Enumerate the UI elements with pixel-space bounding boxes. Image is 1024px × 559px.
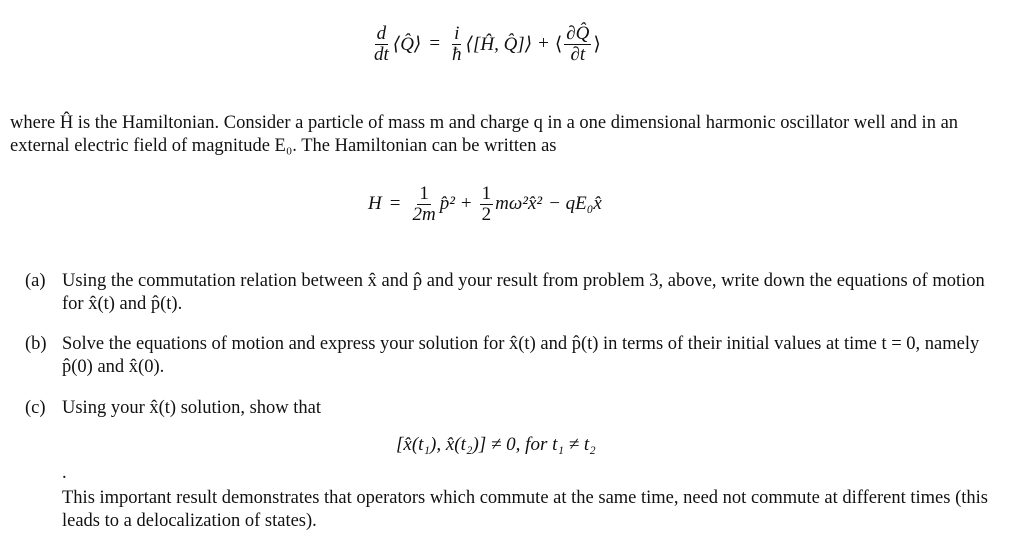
partial-q-numerator: ∂Q̂ [566, 23, 590, 44]
one-half-fraction [480, 184, 494, 225]
2m-denominator: 2m [412, 203, 436, 225]
i-over-hbar-fraction [450, 24, 464, 65]
expectation-q: ⟨Q̂⟩ [392, 33, 422, 55]
electric-field-term: − qE₀x̂ [548, 193, 602, 215]
equals-sign: = [389, 193, 401, 215]
one-over-2m-fraction [410, 184, 437, 225]
dt-denominator: dt [374, 43, 389, 65]
i-numerator: i [454, 23, 460, 44]
item-label: (b) [25, 334, 47, 354]
item-text: Using your x̂(t) solution, show that [62, 398, 321, 418]
one-numerator: 1 [481, 183, 492, 204]
one-numerator: 1 [419, 183, 429, 204]
momentum-squared: p̂² [439, 193, 455, 215]
item-b [25, 333, 1010, 379]
hbar-denominator: ħ [452, 43, 462, 65]
item-label: (c) [25, 398, 46, 418]
intro-paragraph: where Ĥ is the Hamiltonian. Consider a particle of mass m and charge q in a one dimensional harmonic oscillator well and in an external electric field of magnitude E₀. The Hamiltonian can be written as [10, 113, 959, 156]
item-a [25, 270, 1010, 316]
item-text: Using the commutation relation between x̂ and p̂ and your result from problem 3, above, write down the equations of motion for x̂(t) and p̂(t). [62, 271, 985, 314]
commutator-result-equation: [x̂(t₁), x̂(t₂)] ≠ 0, for t₁ ≠ t₂ [396, 434, 596, 455]
equals-sign: = [429, 33, 441, 55]
commutator-expectation: ⟨[Ĥ, Q̂]⟩ [465, 33, 533, 55]
heisenberg-equation [370, 24, 601, 65]
d-numerator: d [376, 23, 387, 44]
time-derivative-fraction [372, 24, 391, 65]
item-c [25, 397, 1010, 420]
partial-t-denominator: ∂t [570, 43, 586, 65]
dot: . [62, 463, 67, 483]
conclusion-paragraph: This important result demonstrates that operators which commute at the same time, need not commute at different times (this leads to a delocalization of states). [62, 488, 988, 531]
plus-sign: + [460, 193, 472, 215]
item-text: Solve the equations of motion and express your solution for x̂(t) and p̂(t) in terms of their initial values at time t = 0, namely p̂(0) and x̂(0). [62, 334, 980, 377]
two-denominator: 2 [481, 203, 492, 225]
partial-derivative-fraction [564, 24, 591, 65]
open-bracket: ⟨ [554, 33, 563, 55]
hamiltonian-equation [368, 184, 602, 225]
hamiltonian-symbol: H [368, 193, 382, 215]
potential-term: mω²x̂² [495, 193, 543, 215]
close-bracket: ⟩ [593, 33, 601, 55]
plus-sign: + [538, 33, 549, 55]
item-label: (a) [25, 271, 46, 291]
